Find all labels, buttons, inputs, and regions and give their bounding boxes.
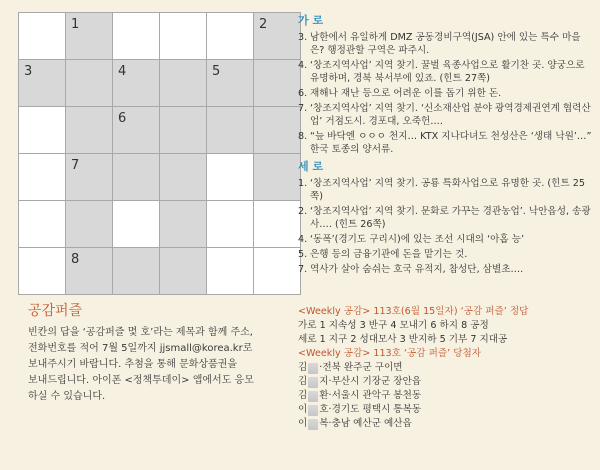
previous-answers <box>298 305 594 431</box>
grid-cell[interactable] <box>160 13 207 60</box>
name-redaction <box>308 377 318 388</box>
cell-number: 1 <box>71 17 80 32</box>
instruction-line: 빈칸의 답을 ‘공감퍼즐 몇 호’라는 제목과 함께 주소, <box>28 327 253 338</box>
winners-list <box>298 361 594 431</box>
grid-cell <box>160 248 207 295</box>
answers-heading: <Weekly 공감> 113호(6월 15일자) ‘공감 퍼즐’ 정답 <box>298 306 529 317</box>
grid-cell <box>113 154 160 201</box>
winner-entry <box>298 389 594 403</box>
grid-row <box>19 154 301 201</box>
grid-cell[interactable] <box>113 201 160 248</box>
winner-location: 복·충남 예산군 예산읍 <box>319 418 412 429</box>
name-redaction <box>308 405 318 416</box>
across-clues <box>298 31 594 156</box>
clue-text: ‘동폭’(경기도 구리시)에 있는 조선 시대의 ‘아홉 능’ <box>310 234 525 245</box>
clue-number: 7. <box>298 103 308 114</box>
clue-number: 2. <box>298 206 308 217</box>
grid-cell <box>113 248 160 295</box>
instruction-line: 하실 수 있습니다. <box>28 391 106 402</box>
grid-cell <box>254 60 301 107</box>
across-clue <box>298 87 594 100</box>
across-heading: 가 로 <box>298 14 324 27</box>
grid-cell <box>19 60 66 107</box>
grid-cell <box>66 60 113 107</box>
puzzle-info <box>28 300 290 405</box>
clue-number: 7. <box>298 264 308 275</box>
cell-number: 7 <box>71 158 80 173</box>
grid-cell[interactable] <box>254 248 301 295</box>
winner-surname: 이 <box>298 418 308 429</box>
grid-cell[interactable] <box>19 248 66 295</box>
grid-cell[interactable] <box>207 248 254 295</box>
down-clue <box>298 233 594 246</box>
grid-row <box>19 201 301 248</box>
cell-number: 8 <box>71 252 80 267</box>
across-clue <box>298 102 594 128</box>
cell-number: 5 <box>212 64 221 79</box>
cell-number: 2 <box>259 17 268 32</box>
grid-cell[interactable] <box>19 201 66 248</box>
instruction-line: 전화번호를 적어 7월 5일까지 jjsmall@korea.kr로 <box>28 343 253 354</box>
crossword-grid <box>18 12 301 295</box>
down-clue <box>298 177 594 203</box>
winner-surname: 이 <box>298 404 308 415</box>
winner-entry <box>298 417 594 431</box>
clue-text: ‘창조지역사업’ 지역 찾기. ‘신소재산업 분야 광역경제권연계 협력산업’ 거점도시. 경포대, 오죽헌…. <box>310 103 591 127</box>
across-clue <box>298 59 594 85</box>
grid-cell <box>66 248 113 295</box>
winner-location: 지·부산시 기장군 장안읍 <box>319 376 422 387</box>
winner-surname: 김 <box>298 362 308 373</box>
grid-cell <box>207 60 254 107</box>
grid-cell[interactable] <box>113 13 160 60</box>
winner-surname: 김 <box>298 376 308 387</box>
grid-row <box>19 107 301 154</box>
grid-cell[interactable] <box>19 13 66 60</box>
across-clue <box>298 31 594 57</box>
grid-cell[interactable] <box>207 201 254 248</box>
clue-number: 3. <box>298 32 308 43</box>
grid-cell <box>160 154 207 201</box>
winner-surname: 김 <box>298 390 308 401</box>
name-redaction <box>308 419 318 430</box>
grid-cell <box>160 60 207 107</box>
grid-cell <box>207 107 254 154</box>
winner-entry <box>298 375 594 389</box>
clue-number: 6. <box>298 88 308 99</box>
clue-text: ‘창조지역사업’ 지역 찾기. 공룡 특화사업으로 유명한 곳. (힌트 25쪽) <box>310 178 585 202</box>
across-answers: 가로 1 지속성 3 반구 4 모내기 6 하지 8 공정 <box>298 320 489 331</box>
clue-number: 1. <box>298 178 308 189</box>
grid-row <box>19 13 301 60</box>
clue-number: 4. <box>298 234 308 245</box>
winner-location: ·전북 완주군 구이면 <box>319 362 403 373</box>
clues-panel <box>298 10 594 278</box>
down-heading: 세 로 <box>298 160 324 173</box>
grid-cell[interactable] <box>19 154 66 201</box>
clue-text: ‘창조지역사업’ 지역 찾기. 문화로 가꾸는 경관농업’. 낙안읍성, 송광사…. (힌트 26쪽) <box>310 206 591 230</box>
grid-cell <box>254 107 301 154</box>
grid-cell <box>66 201 113 248</box>
grid-row <box>19 60 301 107</box>
winner-location: 환·서울시 관악구 봉천동 <box>319 390 422 401</box>
down-answers: 세로 1 지구 2 성대모사 3 반지하 5 기부 7 지대공 <box>298 334 508 345</box>
clue-text: “늪 바닥엔 ㅇㅇㅇ 천지… KTX 지나다녀도 천성산은 ‘생태 낙원’…” 한국 토종의 양서류. <box>310 131 592 155</box>
grid-cell <box>254 154 301 201</box>
clue-text: ‘창조지역사업’ 지역 찾기. 꿀벌 육종사업으로 활기찬 곳. 양궁으로 유명하며, 경북 북서부에 있죠. (힌트 27쪽) <box>310 60 585 84</box>
name-redaction <box>308 391 318 402</box>
grid-cell[interactable] <box>207 13 254 60</box>
grid-cell <box>66 154 113 201</box>
clue-text: 역사가 살아 숨쉬는 호국 유적지, 참성단, 삼별초…. <box>310 264 524 275</box>
grid-cell <box>160 201 207 248</box>
cell-number: 3 <box>24 64 33 79</box>
grid-cell <box>113 60 160 107</box>
across-clue <box>298 130 594 156</box>
down-clue <box>298 263 594 276</box>
winner-entry <box>298 403 594 417</box>
puzzle-instructions <box>28 325 290 405</box>
instruction-line: 보내드립니다. 아이폰 <정책투데이> 앱에서도 응모 <box>28 375 254 386</box>
instruction-line: 보내주시기 바랍니다. 추첨을 통해 문화상품권을 <box>28 359 238 370</box>
grid-row <box>19 248 301 295</box>
down-clue <box>298 205 594 231</box>
clue-text: 재해나 재난 등으로 어려운 이를 돕기 위한 돈. <box>310 88 502 99</box>
grid-cell <box>160 107 207 154</box>
grid-cell[interactable] <box>207 154 254 201</box>
grid-cell <box>254 13 301 60</box>
clue-number: 4. <box>298 60 308 71</box>
clue-number: 8. <box>298 131 308 142</box>
puzzle-title: 공감퍼즐 <box>28 303 83 319</box>
name-redaction <box>308 363 318 374</box>
winner-entry <box>298 361 594 375</box>
winner-location: 호·경기도 평택시 통복동 <box>319 404 422 415</box>
down-clue <box>298 248 594 261</box>
clue-text: 남한에서 유일하게 DMZ 공동경비구역(JSA) 안에 있는 특수 마을은? 행정관할 구역은 파주시. <box>310 32 581 56</box>
grid-cell <box>66 13 113 60</box>
grid-cell <box>113 107 160 154</box>
winners-heading: <Weekly 공감> 113호 ‘공감 퍼즐’ 당첨자 <box>298 348 482 359</box>
grid-cell[interactable] <box>19 107 66 154</box>
cell-number: 4 <box>118 64 127 79</box>
cell-number: 6 <box>118 111 127 126</box>
down-clues <box>298 177 594 276</box>
clue-number: 5. <box>298 249 308 260</box>
clue-text: 은행 등의 금융기관에 돈을 맡기는 것. <box>310 249 468 260</box>
grid-cell[interactable] <box>254 201 301 248</box>
grid-cell <box>66 107 113 154</box>
